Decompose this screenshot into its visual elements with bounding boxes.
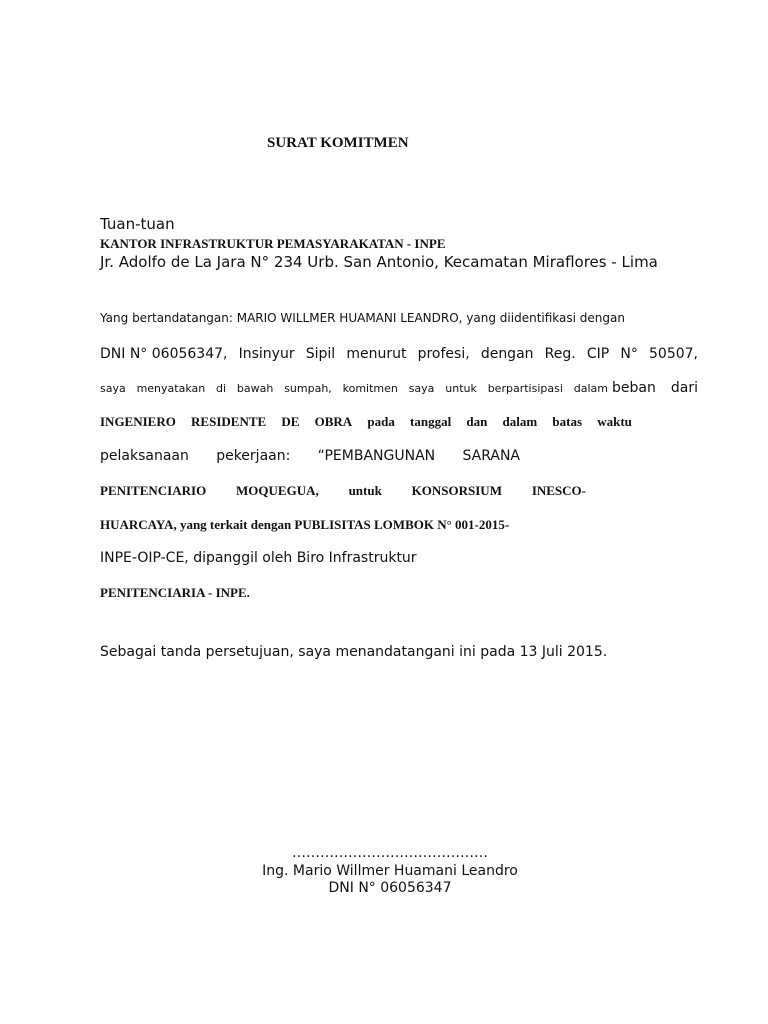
word: KONSORSIUM [411, 483, 502, 498]
word: DE [281, 414, 300, 429]
word: pekerjaan: [216, 448, 291, 464]
body-line-2 [100, 346, 698, 362]
word: pelaksanaan [100, 448, 189, 464]
word: dan [466, 414, 488, 429]
word: sumpah, [284, 382, 332, 395]
body-line-1: Yang bertandatangan: MARIO WILLMER HUAMANI LEANDRO, yang diidentifikasi dengan [100, 311, 625, 325]
body-line-9: PENITENCIARIA - INPE. [100, 585, 250, 600]
word: saya [100, 382, 126, 395]
word: berpartisipasi [487, 382, 563, 395]
body-line-7: HUARCAYA, yang terkait dengan PUBLISITAS LOMBOK N° 001-2015- [100, 517, 510, 532]
word: 50507, [649, 346, 698, 362]
word: menurut [346, 346, 407, 362]
word: DNI N° 06056347, [100, 346, 228, 362]
word: Insinyur [238, 346, 295, 362]
signatory-name: Ing. Mario Willmer Huamani Leandro [262, 863, 518, 879]
word: dengan [480, 346, 534, 362]
word: “PEMBANGUNAN [317, 448, 436, 464]
word: untuk [445, 382, 477, 395]
word: Reg. [544, 346, 576, 362]
word: RESIDENTE [191, 414, 267, 429]
word: untuk [348, 483, 382, 498]
word: INESCO- [531, 483, 586, 498]
word: PENITENCIARIO [100, 483, 207, 498]
word: tanggal [410, 414, 452, 429]
word: menyatakan [136, 382, 206, 395]
body-line-6 [100, 483, 586, 499]
word: SARANA [462, 448, 520, 464]
word: profesi, [417, 346, 470, 362]
word: dalam [502, 414, 538, 429]
word: Sipil [305, 346, 336, 362]
word: OBRA [314, 414, 353, 429]
word: bawah [236, 382, 274, 395]
salutation: Tuan-tuan [100, 215, 175, 233]
signatory-dni: DNI N° 06056347 [328, 880, 452, 896]
word: batas [552, 414, 583, 429]
word: INGENIERO [100, 414, 176, 429]
word: saya [408, 382, 435, 395]
word: beban [612, 380, 656, 396]
body-line-3-large [612, 380, 698, 396]
word: waktu [597, 414, 632, 429]
body-line-5 [100, 448, 520, 464]
word: dari [670, 380, 698, 396]
document-title: SURAT KOMITMEN [267, 135, 409, 151]
word: dalam [573, 382, 608, 395]
word: MOQUEGUA, [236, 483, 319, 498]
addressee-address: Jr. Adolfo de La Jara N° 234 Urb. San Antonio, Kecamatan Miraflores - Lima [100, 253, 658, 271]
body-line-3-small [100, 382, 608, 395]
word: N° [620, 346, 638, 362]
word: di [216, 382, 227, 395]
body-line-3 [100, 380, 698, 396]
signature-line: …………………………………… [292, 845, 488, 861]
closing-sentence: Sebagai tanda persetujuan, saya menandatangani ini pada 13 Juli 2015. [100, 644, 608, 660]
addressee-org: KANTOR INFRASTRUKTUR PEMASYARAKATAN - INPE [100, 236, 446, 251]
body-line-8: INPE-OIP-CE, dipanggil oleh Biro Infrastruktur [100, 550, 417, 566]
word: CIP [586, 346, 610, 362]
word: pada [367, 414, 395, 429]
word: komitmen [342, 382, 398, 395]
body-line-4 [100, 414, 632, 430]
